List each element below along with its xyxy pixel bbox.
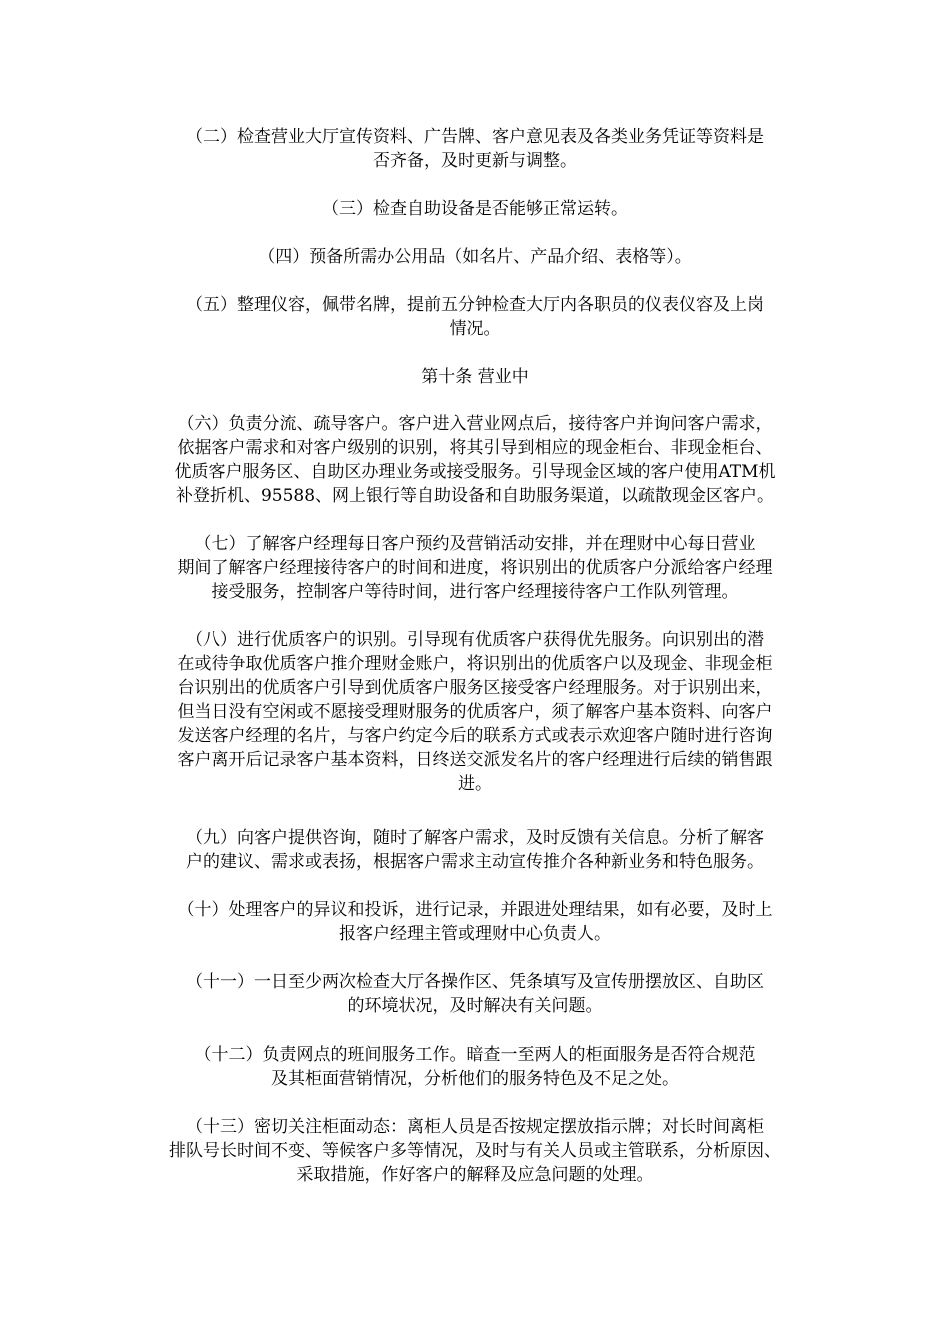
paragraph-7: （七）了解客户经理每日客户预约及营销活动安排，并在理财中心每日营业 期间了解客户经理接待客户的时间和进度，将识别出的优质客户分派给客户经理 接受服务，控制客户等待时间，进行客户经理接待客户工作队列管理。	[177, 534, 773, 602]
paragraph-8: （八）进行优质客户的识别。引导现有优质客户获得优先服务。向识别出的潜 在或待争取优质客户推介理财金账户，将识别出的优质客户以及现金、非现金柜 台识别出的优质客户引导到优质客户服务区接受客户经理服务。对于识别出来， 但当日没有空闲或不愿接受理财服务的优质客户，须了解客户基本资料、向客户 发送客户经理的名片，与客户约定今后的联系方式或表示欢迎客户随时进行咨询 客户离开后记录客户基本资料，日终送交派发名片的客户经理进行后续的销售跟 进。	[177, 630, 773, 794]
paragraph-9: （九）向客户提供咨询，随时了解客户需求，及时反馈有关信息。分析了解客 户的建议、需求或表扬，根据客户需求主动宣传推介各种新业务和特色服务。	[186, 828, 764, 872]
paragraph-3: （三）检查自助设备是否能够正常运转。	[322, 199, 628, 219]
paragraph-4: （四）预备所需办公用品（如名片、产品介绍、表格等）。	[258, 247, 692, 267]
section-heading-article-10: 第十条 营业中	[421, 367, 529, 387]
paragraph-2: （二）检查营业大厅宣传资料、广告牌、客户意见表及各类业务凭证等资料是 否齐备，及时更新与调整。	[186, 127, 764, 171]
paragraph-5: （五）整理仪容，佩带名牌，提前五分钟检查大厅内各职员的仪表仪容及上岗 情况。	[186, 295, 764, 339]
paragraph-10: （十）处理客户的异议和投诉，进行记录，并跟进处理结果，如有必要，及时上 报客户经理主管或理财中心负责人。	[177, 900, 773, 944]
paragraph-6: （六）负责分流、疏导客户。客户进入营业网点后，接待客户并询问客户需求， 依据客户需求和对客户级别的识别，将其引导到相应的现金柜台、非现金柜台、 优质客户服务区、自助区办理业务或接受服务。引导现金区域的客户使用ATM机 补登折机、95588、网上银行等自助设备和自助服务渠道，以疏散现金区客户。	[174, 414, 776, 506]
paragraph-13: （十三）密切关注柜面动态：离柜人员是否按规定摆放指示牌；对长时间离柜 排队号长时间不变、等候客户多等情况，及时与有关人员或主管联系，分析原因、 采取措施，作好客户的解释及应急问题的处理。	[169, 1117, 781, 1185]
paragraph-11: （十一）一日至少两次检查大厅各操作区、凭条填写及宣传册摆放区、自助区 的环境状况，及时解决有关问题。	[186, 972, 764, 1016]
paragraph-12: （十二）负责网点的班间服务工作。暗查一至两人的柜面服务是否符合规范 及其柜面营销情况，分析他们的服务特色及不足之处。	[194, 1045, 756, 1089]
